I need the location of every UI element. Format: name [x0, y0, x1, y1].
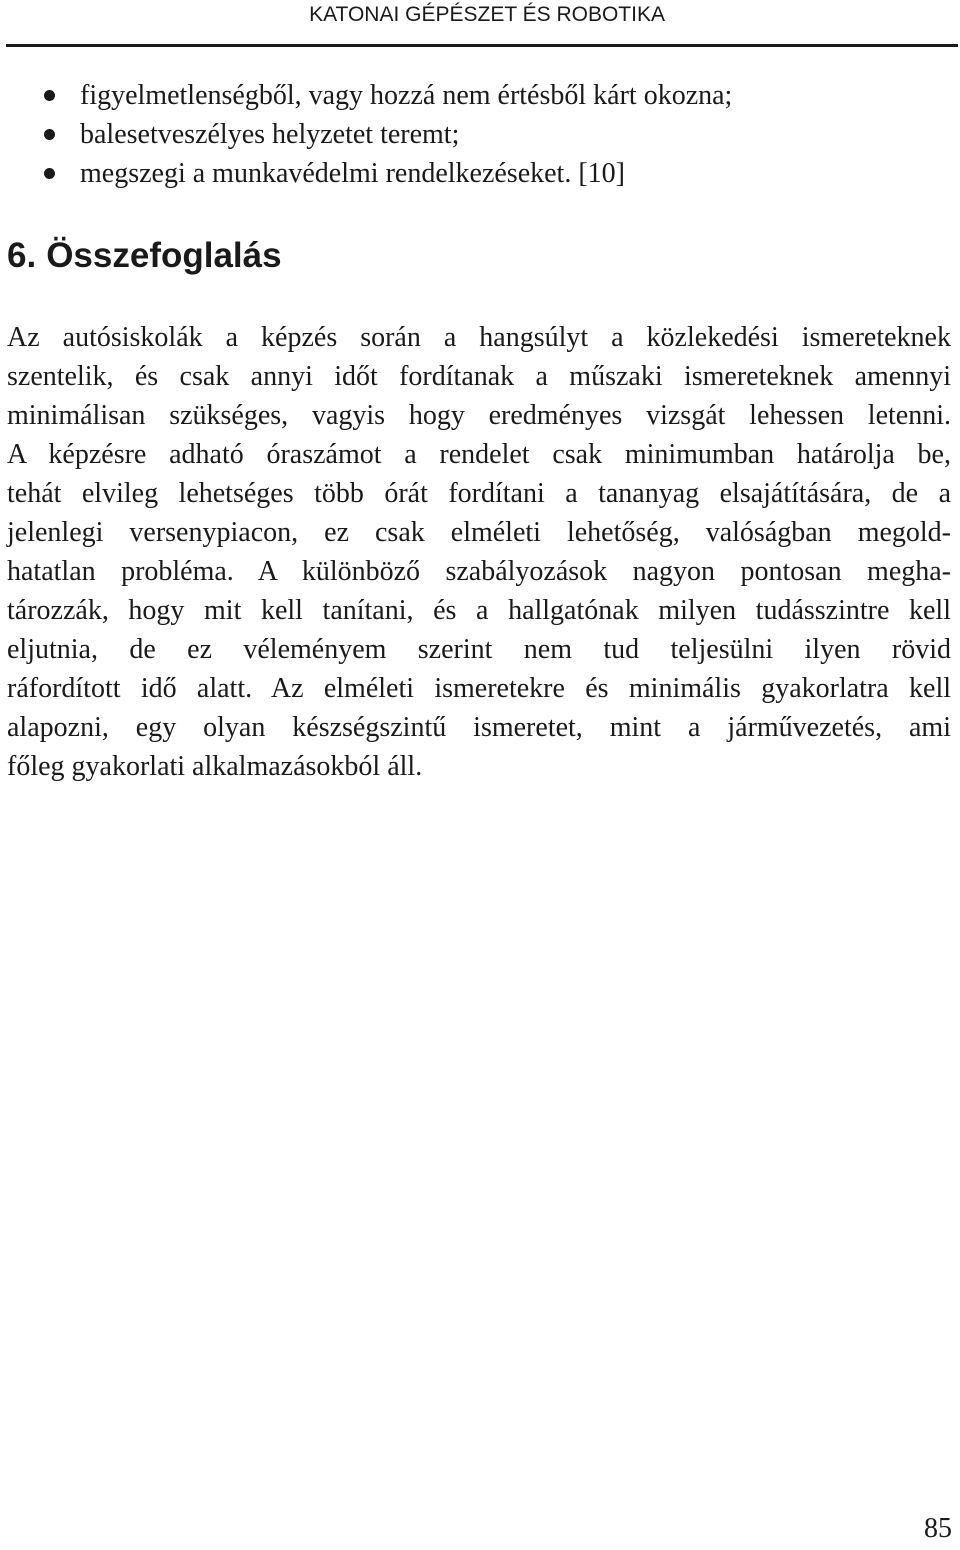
bullet-icon	[44, 129, 55, 140]
paragraph-line: Az autósiskolák a képzés során a hangsúlyt a közlekedési ismereteknek	[7, 322, 951, 353]
bullet-icon	[44, 168, 55, 179]
header-rule	[6, 44, 958, 47]
list-item	[0, 76, 960, 115]
paragraph-line: A képzésre adható óraszámot a rendelet csak minimumban határolja be,	[7, 439, 951, 470]
page-number: 85	[924, 1513, 952, 1544]
paragraph-line: tehát elvileg lehetséges több órát fordítani a tananyag elsajátítására, de a	[7, 478, 951, 509]
bullet-icon	[44, 90, 55, 101]
paragraph-line: főleg gyakorlati alkalmazásokból áll.	[7, 751, 423, 782]
list-item-text: megszegi a munkavédelmi rendelkezéseket. [10]	[80, 158, 625, 189]
section-heading	[7, 232, 282, 280]
list-item	[0, 115, 960, 154]
body-paragraph	[7, 318, 951, 786]
running-header: KATONAI GÉPÉSZET ÉS ROBOTIKA	[309, 3, 665, 26]
paragraph-line: eljutnia, de ez véleményem szerint nem tud teljesülni ilyen rövid	[7, 634, 951, 665]
list-item-text: balesetveszélyes helyzetet teremt;	[80, 119, 460, 150]
paragraph-line: ráfordított idő alatt. Az elméleti ismeretekre és minimális gyakorlatra kell	[7, 673, 951, 704]
paragraph-line: szentelik, és csak annyi időt fordítanak a műszaki ismereteknek amennyi	[7, 361, 951, 392]
paragraph-line: tározzák, hogy mit kell tanítani, és a hallgatónak milyen tudásszintre kell	[7, 595, 951, 626]
section-title: Összefoglalás	[46, 236, 282, 275]
list-item-text: figyelmetlenségből, vagy hozzá nem értésből kárt okozna;	[80, 80, 733, 111]
paragraph-line: minimálisan szükséges, vagyis hogy eredményes vizsgát lehessen letenni.	[7, 400, 951, 431]
paragraph-line: alapozni, egy olyan készségszintű ismeretet, mint a járművezetés, ami	[7, 712, 951, 743]
list-item	[0, 154, 960, 193]
section-number: 6.	[7, 236, 37, 275]
paragraph-line: hatatlan probléma. A különböző szabályozások nagyon pontosan megha-	[7, 556, 951, 587]
paragraph-line: jelenlegi versenypiacon, ez csak elméleti lehetőség, valóságban megold-	[7, 517, 951, 548]
bullet-list	[0, 76, 960, 193]
